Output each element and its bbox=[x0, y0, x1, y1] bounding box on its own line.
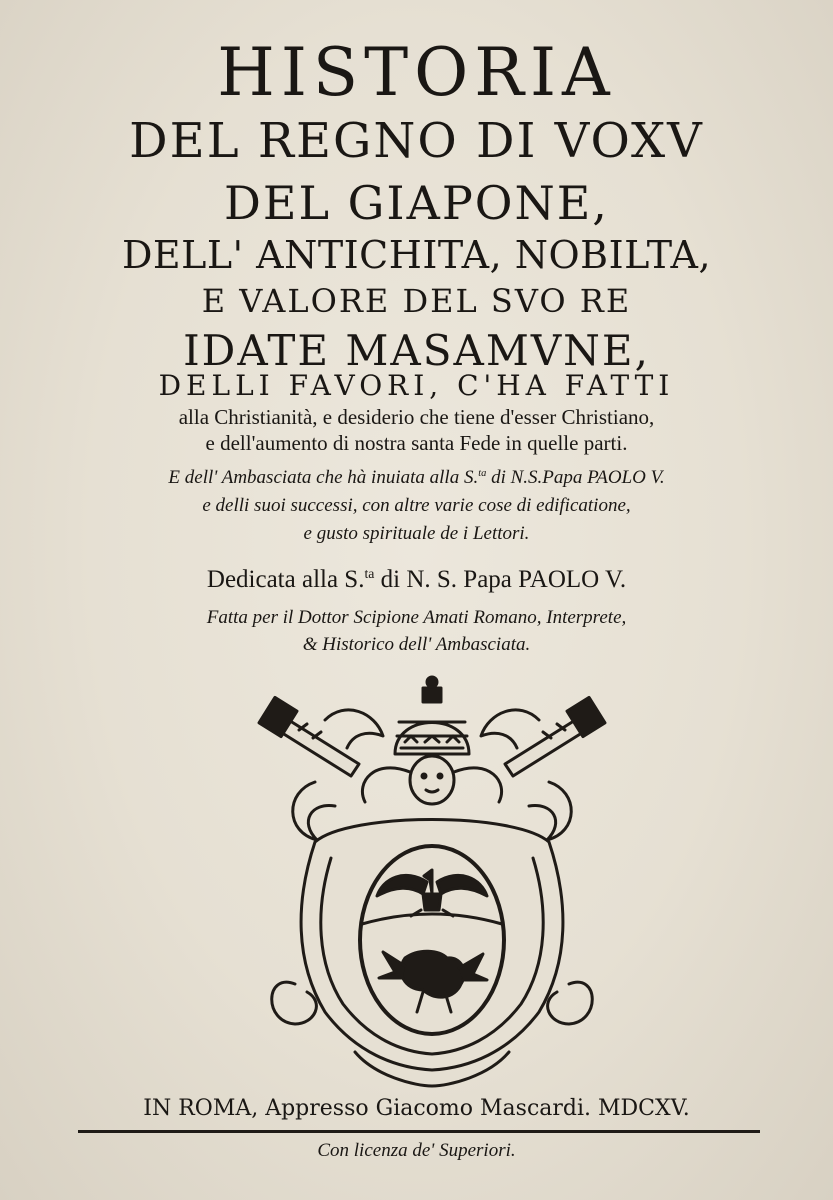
title-line-giapone: DEL GIAPONE, bbox=[224, 176, 609, 230]
embassy-line-pre: E dell' Ambasciata che hà inuiata alla S. bbox=[168, 467, 479, 488]
license-line: Con licenza de' Superiori. bbox=[317, 1140, 516, 1161]
embassy-line-post: di N.S.Papa PAOLO V. bbox=[486, 467, 665, 488]
embassy-superscript: ta bbox=[478, 468, 487, 480]
title-line-regno: DEL REGNO DI VOXV bbox=[129, 113, 704, 169]
title-line-valore: E VALORE DEL SVO RE bbox=[201, 282, 632, 320]
cherub-head-icon bbox=[362, 756, 501, 804]
author-line: Fatta per il Dottor Scipione Amati Romano, Interprete, bbox=[206, 607, 627, 628]
subtitle-christianita: alla Christianità, e desiderio che tiene d'esser Christiano, bbox=[178, 405, 655, 429]
papal-coat-of-arms-icon bbox=[255, 672, 609, 1094]
dedication-superscript: ta bbox=[364, 566, 375, 582]
embassy-successi: e delli suoi successi, con altre varie cose di edificatione, bbox=[202, 495, 631, 516]
papal-tiara-icon bbox=[395, 677, 469, 754]
divider-rule bbox=[78, 1130, 760, 1133]
title-historia: HISTORIA bbox=[217, 34, 616, 111]
dedication-post: di N. S. Papa PAOLO V. bbox=[374, 566, 627, 593]
title-line-idate: IDATE MASAMVNE, bbox=[183, 326, 650, 375]
dedication-line bbox=[0, 567, 833, 592]
embassy-line bbox=[0, 468, 833, 487]
title-line-favori: DELLI FAVORI, C'HA FATTI bbox=[158, 369, 675, 402]
imprint-line: IN ROMA, Appresso Giacomo Mascardi. MDCXV. bbox=[143, 1096, 690, 1121]
subtitle-fede: e dell'aumento di nostra santa Fede in quelle parti. bbox=[205, 431, 628, 455]
author-historico: & Historico dell' Ambasciata. bbox=[302, 634, 531, 655]
shield-icon bbox=[360, 846, 504, 1034]
embassy-lettori: e gusto spirituale de i Lettori. bbox=[303, 523, 530, 544]
dedication-pre: Dedicata alla S. bbox=[206, 566, 365, 593]
title-line-antichita: DELL' ANTICHITA, NOBILTA, bbox=[121, 233, 712, 277]
